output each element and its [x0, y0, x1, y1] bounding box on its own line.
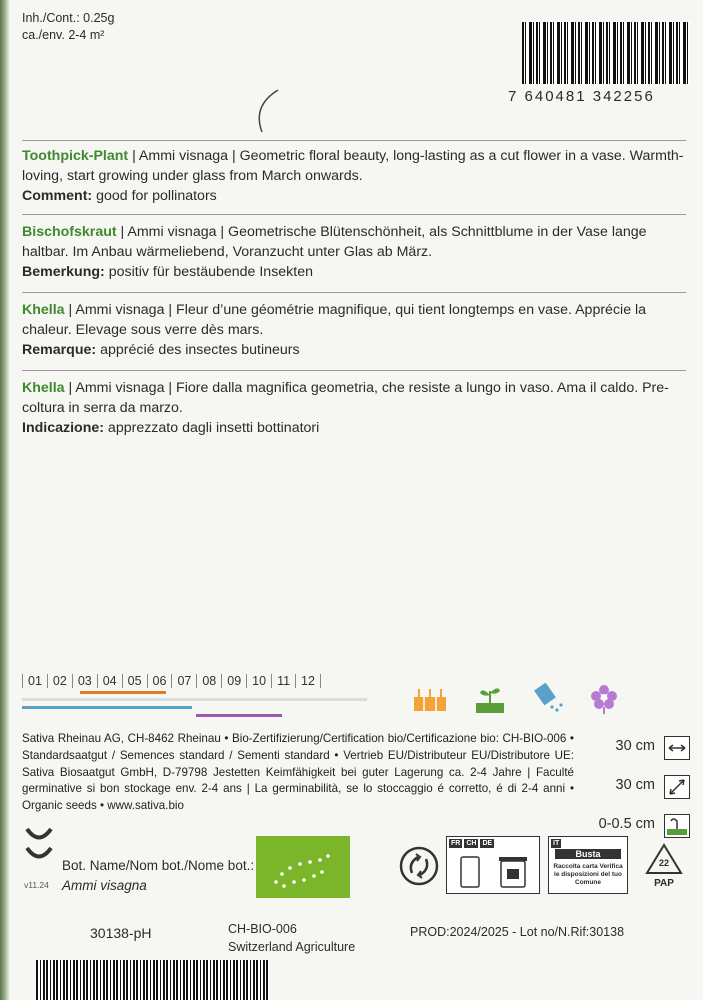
section-title: Khella	[22, 302, 65, 318]
comment-text: positiv für bestäubende Insekten	[104, 264, 314, 280]
ean-barcode	[522, 22, 690, 84]
bin-icons	[455, 853, 535, 893]
ean-number: 7 640481 342256	[508, 88, 655, 105]
country-code: DE	[482, 840, 493, 847]
row-spacing-icon	[664, 736, 690, 760]
section-description: | Ammi visnaga | Fiore dalla magnifica geometria, che resiste a lungo in vaso. Ama il caldo. Pre-coltura in serra da marzo.	[22, 380, 669, 416]
flowering-band	[196, 714, 282, 717]
month-label: 04	[98, 674, 123, 688]
month-label: 07	[172, 674, 197, 688]
month-label: 08	[197, 674, 222, 688]
month-label: 06	[148, 674, 173, 688]
hang-hole-mark	[248, 86, 288, 136]
calendar-baseline-band	[22, 698, 367, 701]
section-english	[22, 146, 686, 206]
comment-label: Bemerkung:	[22, 264, 105, 280]
comment-label: Remarque:	[22, 342, 97, 358]
comment-text: good for pollinators	[92, 188, 217, 204]
pap-number: 22	[658, 858, 669, 868]
plant-spacing-icon	[664, 775, 690, 799]
pap-label: PAP	[654, 878, 674, 889]
month-label: 01	[22, 674, 48, 688]
month-label: 03	[73, 674, 98, 688]
divider	[22, 292, 686, 293]
botanical-label: Bot. Name/Nom bot./Nome bot.:	[62, 858, 255, 873]
month-label: 05	[123, 674, 148, 688]
section-description: | Ammi visnaga | Geometrische Blütenschönheit, als Schnittblume in der Vase lange haltbar. Im Anbau wärmeliebend, Voranzucht unter Glas ab März.	[22, 224, 647, 260]
sowing-band	[80, 691, 166, 694]
comment-text: apprécié des insectes butineurs	[96, 342, 300, 358]
section-title: Bischofskraut	[22, 224, 117, 240]
section-title: Khella	[22, 380, 65, 396]
certification-code: CH-BIO-006	[228, 922, 297, 936]
country-code: CH	[466, 840, 477, 847]
month-label: 12	[296, 674, 321, 688]
recycling-info-box	[446, 836, 540, 894]
section-description: | Ammi visnaga | Geometric floral beauty, long-lasting as a cut flower in a vase. Warmth-loving, start growing under glass from March onwards.	[22, 148, 684, 184]
divider	[22, 370, 686, 371]
section-description: | Ammi visnaga | Fleur d’une géométrie magnifique, qui tient longtemps en vase. Apprécie la chaleur. Elevage sous verre dès mars.	[22, 302, 647, 338]
content-amount: Inh./Cont.: 0.25g	[22, 11, 115, 25]
flower-icon	[586, 683, 622, 715]
botanical-name: Ammi visagna	[62, 878, 147, 893]
bottom-barcode	[36, 960, 268, 1000]
comment-label: Comment:	[22, 188, 93, 204]
version-label: v11.24	[24, 880, 49, 890]
triman-recycling-icon	[398, 845, 440, 887]
italian-recycling-box	[548, 836, 628, 894]
certification-origin: Switzerland Agriculture	[228, 940, 356, 954]
seedling-icon	[472, 683, 508, 715]
seed-packet-icon	[530, 683, 566, 715]
month-label: 11	[272, 674, 296, 688]
comment-label: Indicazione:	[22, 420, 104, 436]
month-label: 02	[48, 674, 73, 688]
section-french	[22, 300, 686, 360]
section-italian	[22, 378, 686, 438]
seed-tray-icon	[412, 683, 448, 715]
row-spacing: 30 cm	[615, 738, 655, 754]
sowing-depth: 0-0.5 cm	[598, 816, 655, 832]
section-german	[22, 222, 686, 282]
country-code: IT	[553, 840, 560, 847]
month-label: 09	[222, 674, 247, 688]
production-lot: PROD:2024/2025 - Lot no/N.Rif:30138	[410, 925, 625, 939]
italian-bin-text: Raccolta carta Verifica le disposizioni del tuo Comune	[553, 863, 623, 886]
italian-bin-title: Busta	[555, 849, 621, 859]
comment-text: apprezzato dagli insetti bottinatori	[103, 420, 320, 436]
divider	[22, 140, 686, 141]
sativa-logo-icon	[24, 826, 54, 866]
plant-spacing: 30 cm	[615, 777, 655, 793]
divider	[22, 214, 686, 215]
sowing-depth-icon	[664, 814, 690, 838]
month-label: 10	[247, 674, 272, 688]
eu-organic-logo	[256, 836, 350, 898]
country-code: FR	[451, 840, 461, 847]
planting-band	[22, 706, 192, 709]
area-coverage: ca./env. 2-4 m²	[22, 28, 105, 42]
section-title: Toothpick-Plant	[22, 148, 129, 164]
sowing-calendar	[22, 674, 321, 688]
producer-info: Sativa Rheinau AG, CH-8462 Rheinau • Bio-Zertifizierung/Certification bio/Certificazione bio: CH-BIO-006 • Standardsaatgut / Semences standard / Sementi standard • Vertrieb EU/Distributeur EU/Distributore UE: Sativa Biosaatgut GmbH, D-79798 Jestetten Keimfähigkeit bei guter Lagerung ca. 2-4 Jahre | Faculté germinative si bon stockage env. 2-4 ans | La germinabilità, se lo stoccaggio é corretto, é di 2-4 anni • Organic seeds • www.sativa.bio	[22, 732, 574, 813]
article-number: 30138-pH	[90, 925, 152, 941]
left-edge-background	[0, 0, 10, 1000]
